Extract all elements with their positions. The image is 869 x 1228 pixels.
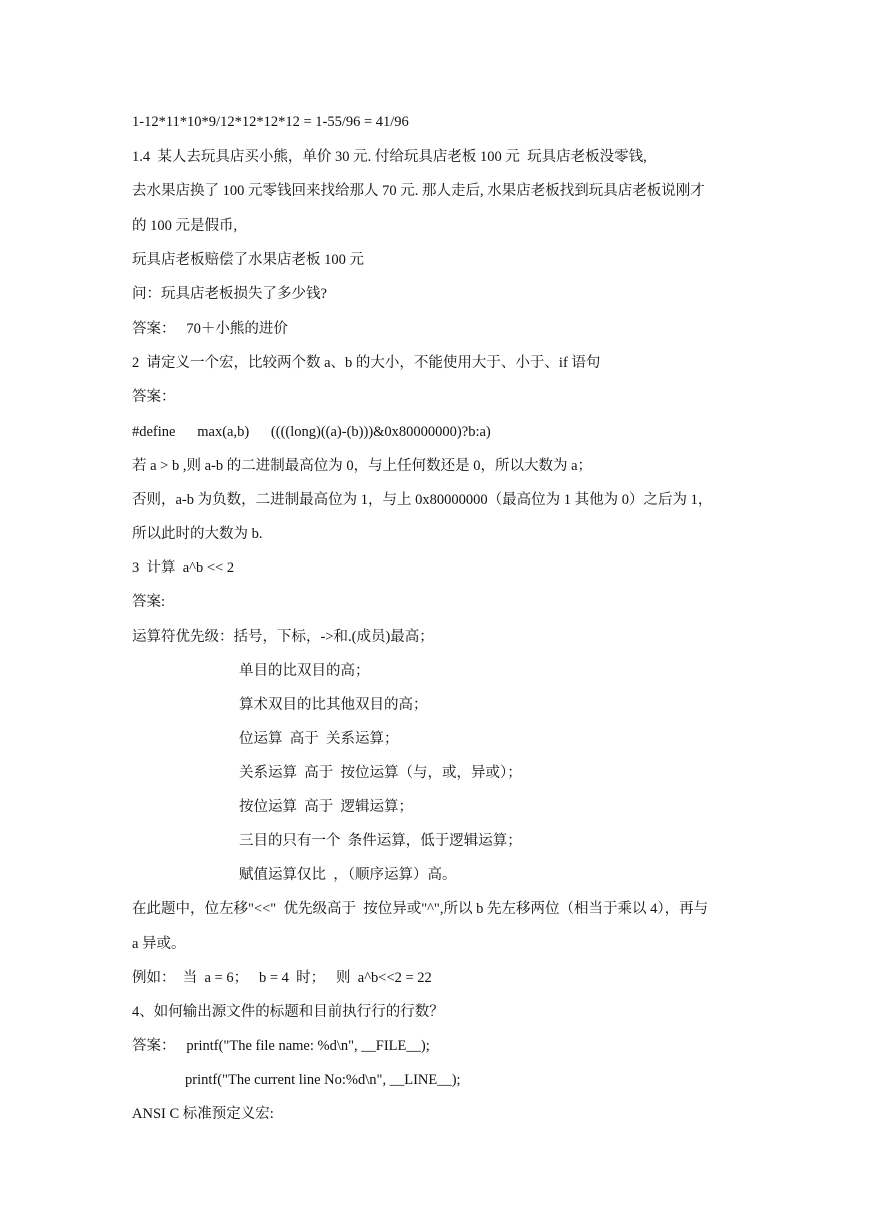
text-line: 答案: xyxy=(132,594,166,610)
text-line: 4、如何输出源文件的标题和目前执行行的行数？ xyxy=(132,1004,444,1020)
text-line: 赋值运算仅比 ，（顺序运算）高。 xyxy=(239,867,457,883)
text-line: 关系运算 高于 按位运算（与，或，异或）； xyxy=(239,765,522,781)
text-line: 算术双目的比其他双目的高； xyxy=(239,697,428,713)
text-line: 若 a > b ,则 a-b 的二进制最高位为 0，与上任何数还是 0，所以大数为 a； xyxy=(132,458,593,474)
text-line: 玩具店老板赔偿了水果店老板 100 元 xyxy=(132,252,364,268)
code-line: 答案： printf("The file name: %d\n", __FILE__); xyxy=(132,1038,430,1054)
text-line: 1.4 某人去玩具店买小熊，单价 30 元. 付给玩具店老板 100 元 玩具店老板没零钱, xyxy=(132,149,647,165)
text-line: ANSI C 标准预定义宏: xyxy=(132,1106,274,1122)
text-line: 例如： 当 a = 6； b = 4 时； 则 a^b<<2 = 22 xyxy=(132,970,432,986)
text-line: 位运算 高于 关系运算； xyxy=(239,731,399,747)
text-line: a 异或。 xyxy=(132,936,186,952)
text-line: 单目的比双目的高； xyxy=(239,663,370,679)
text-line: 按位运算 高于 逻辑运算； xyxy=(239,799,413,815)
text-line: 答案： 70＋小熊的进价 xyxy=(132,321,288,337)
text-line: 去水果店换了 100 元零钱回来找给那人 70 元. 那人走后, 水果店老板找到玩具店老板说刚才 xyxy=(132,183,705,199)
text-line: 3 计算 a^b << 2 xyxy=(132,560,235,576)
text-line: 所以此时的大数为 b. xyxy=(132,526,263,542)
text-line: 答案： xyxy=(132,389,176,405)
text-line: 否则，a-b 为负数，二进制最高位为 1，与上 0x80000000（最高位为 1 其他为 0）之后为 1， xyxy=(132,492,713,508)
text-line: 问：玩具店老板损失了多少钱? xyxy=(132,286,327,302)
text-line: 2 请定义一个宏，比较两个数 a、b 的大小，不能使用大于、小于、if 语句 xyxy=(132,355,601,371)
text-line: 在此题中，位左移"<<" 优先级高于 按位异或"^",所以 b 先左移两位（相当于乘以 4），再与 xyxy=(132,901,709,917)
text-line: 运算符优先级：括号，下标，->和.(成员)最高； xyxy=(132,629,434,645)
code-line: printf("The current line No:%d\n", __LINE__); xyxy=(185,1072,461,1088)
code-line: #define max(a,b) ((((long)((a)-(b)))&0x80000000)?b:a) xyxy=(132,424,491,440)
text-line: 1-12*11*10*9/12*12*12*12 = 1-55/96 = 41/96 xyxy=(132,114,409,130)
text-line: 的 100 元是假币, xyxy=(132,218,238,234)
text-line: 三目的只有一个 条件运算，低于逻辑运算； xyxy=(239,833,522,849)
